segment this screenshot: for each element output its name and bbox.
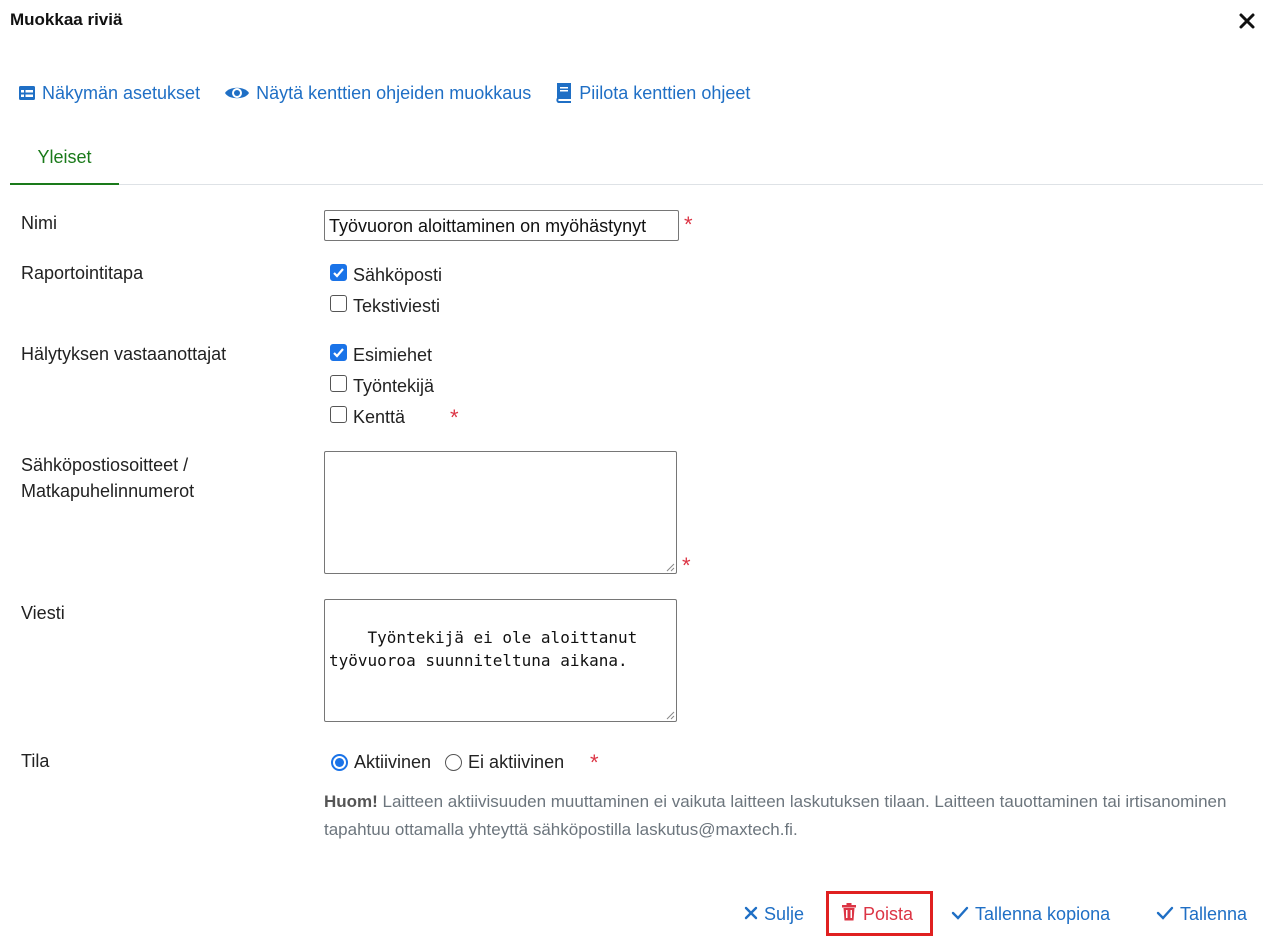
toolbar: [18, 82, 750, 104]
recipients-supervisors-option[interactable]: [330, 345, 432, 366]
check-icon: [951, 904, 969, 925]
recipients-employee-option[interactable]: [330, 376, 434, 397]
reporting-label: Raportointitapa: [21, 263, 144, 283]
checkbox-unchecked[interactable]: [330, 406, 347, 423]
radio-active[interactable]: [331, 754, 348, 771]
eye-icon: [224, 84, 250, 102]
resize-grip-icon[interactable]: [665, 710, 675, 720]
name-input[interactable]: Työvuoron aloittaminen on myöhästynyt: [324, 210, 679, 241]
save-label: Tallenna: [1180, 903, 1248, 924]
show-help-edit-label: Näytä kenttien ohjeiden muokkaus: [256, 82, 532, 103]
name-required-marker: *: [684, 212, 693, 237]
message-value: Työntekijä ei ole aloittanut työvuoroa suunniteltuna aikana.: [329, 628, 638, 670]
recipients-employee-label: Työntekijä: [353, 376, 435, 396]
name-label: Nimi: [21, 213, 57, 233]
checkbox-unchecked[interactable]: [330, 295, 347, 312]
tab-general[interactable]: Yleiset: [10, 140, 119, 185]
hide-help-link[interactable]: [555, 82, 750, 104]
checkbox-unchecked[interactable]: [330, 375, 347, 392]
resize-grip-icon[interactable]: [665, 562, 675, 572]
view-settings-label: Näkymän asetukset: [42, 82, 201, 103]
close-icon[interactable]: [1236, 10, 1258, 32]
status-active-label: Aktiivinen: [354, 752, 432, 772]
reporting-sms-label: Tekstiviesti: [353, 296, 441, 316]
x-icon: [744, 904, 758, 925]
recipients-required-marker: *: [450, 405, 459, 430]
tab-bar: [10, 140, 1263, 185]
status-inactive-label: Ei aktiivinen: [468, 752, 565, 772]
note-text: Laitteen aktiivisuuden muuttaminen ei vaikuta laitteen laskutuksen tilaan. Laitteen tauottaminen tai irtisanominen tapahtuu ottamalla yhteyttä sähköpostilla laskutus@maxtech.fi.: [324, 792, 1227, 839]
addresses-required-marker: *: [682, 553, 691, 578]
view-settings-link[interactable]: [18, 83, 200, 104]
message-label: Viesti: [21, 603, 65, 623]
recipients-supervisors-label: Esimiehet: [353, 345, 433, 365]
recipients-field-option[interactable]: [330, 407, 405, 428]
save-copy-button[interactable]: [951, 900, 1110, 928]
status-help-note: [324, 788, 1244, 844]
addresses-textarea[interactable]: [324, 451, 677, 574]
close-label: Sulje: [764, 903, 805, 924]
status-radio-group: [331, 752, 564, 773]
close-button[interactable]: [744, 900, 804, 928]
reporting-sms-option[interactable]: [330, 296, 440, 317]
note-bold: Huom!: [324, 792, 378, 811]
reporting-email-option[interactable]: [330, 265, 442, 286]
hide-help-label: Piilota kenttien ohjeet: [579, 82, 751, 103]
addresses-label-line1: Sähköpostiosoitteet /: [21, 455, 189, 475]
dialog-title: Muokkaa riviä: [10, 10, 123, 29]
reporting-email-label: Sähköposti: [353, 265, 443, 285]
status-required-marker: *: [590, 750, 599, 775]
recipients-label: Hälytyksen vastaanottajat: [21, 344, 227, 364]
dialog-footer: [0, 900, 1272, 930]
message-textarea[interactable]: [324, 599, 677, 722]
checkbox-checked[interactable]: [330, 344, 347, 361]
delete-label: Poista: [863, 903, 914, 924]
save-button[interactable]: [1156, 900, 1247, 928]
book-icon: [555, 82, 573, 104]
save-copy-label: Tallenna kopiona: [975, 903, 1111, 924]
check-icon: [1156, 904, 1174, 925]
radio-inactive[interactable]: [445, 754, 462, 771]
show-help-edit-link[interactable]: [224, 83, 531, 104]
checkbox-checked[interactable]: [330, 264, 347, 281]
status-label: Tila: [21, 751, 50, 771]
table-icon: [18, 85, 36, 101]
addresses-label-line2: Matkapuhelinnumerot: [21, 481, 195, 501]
recipients-field-label: Kenttä: [353, 407, 406, 427]
delete-highlight-box: [826, 891, 933, 936]
